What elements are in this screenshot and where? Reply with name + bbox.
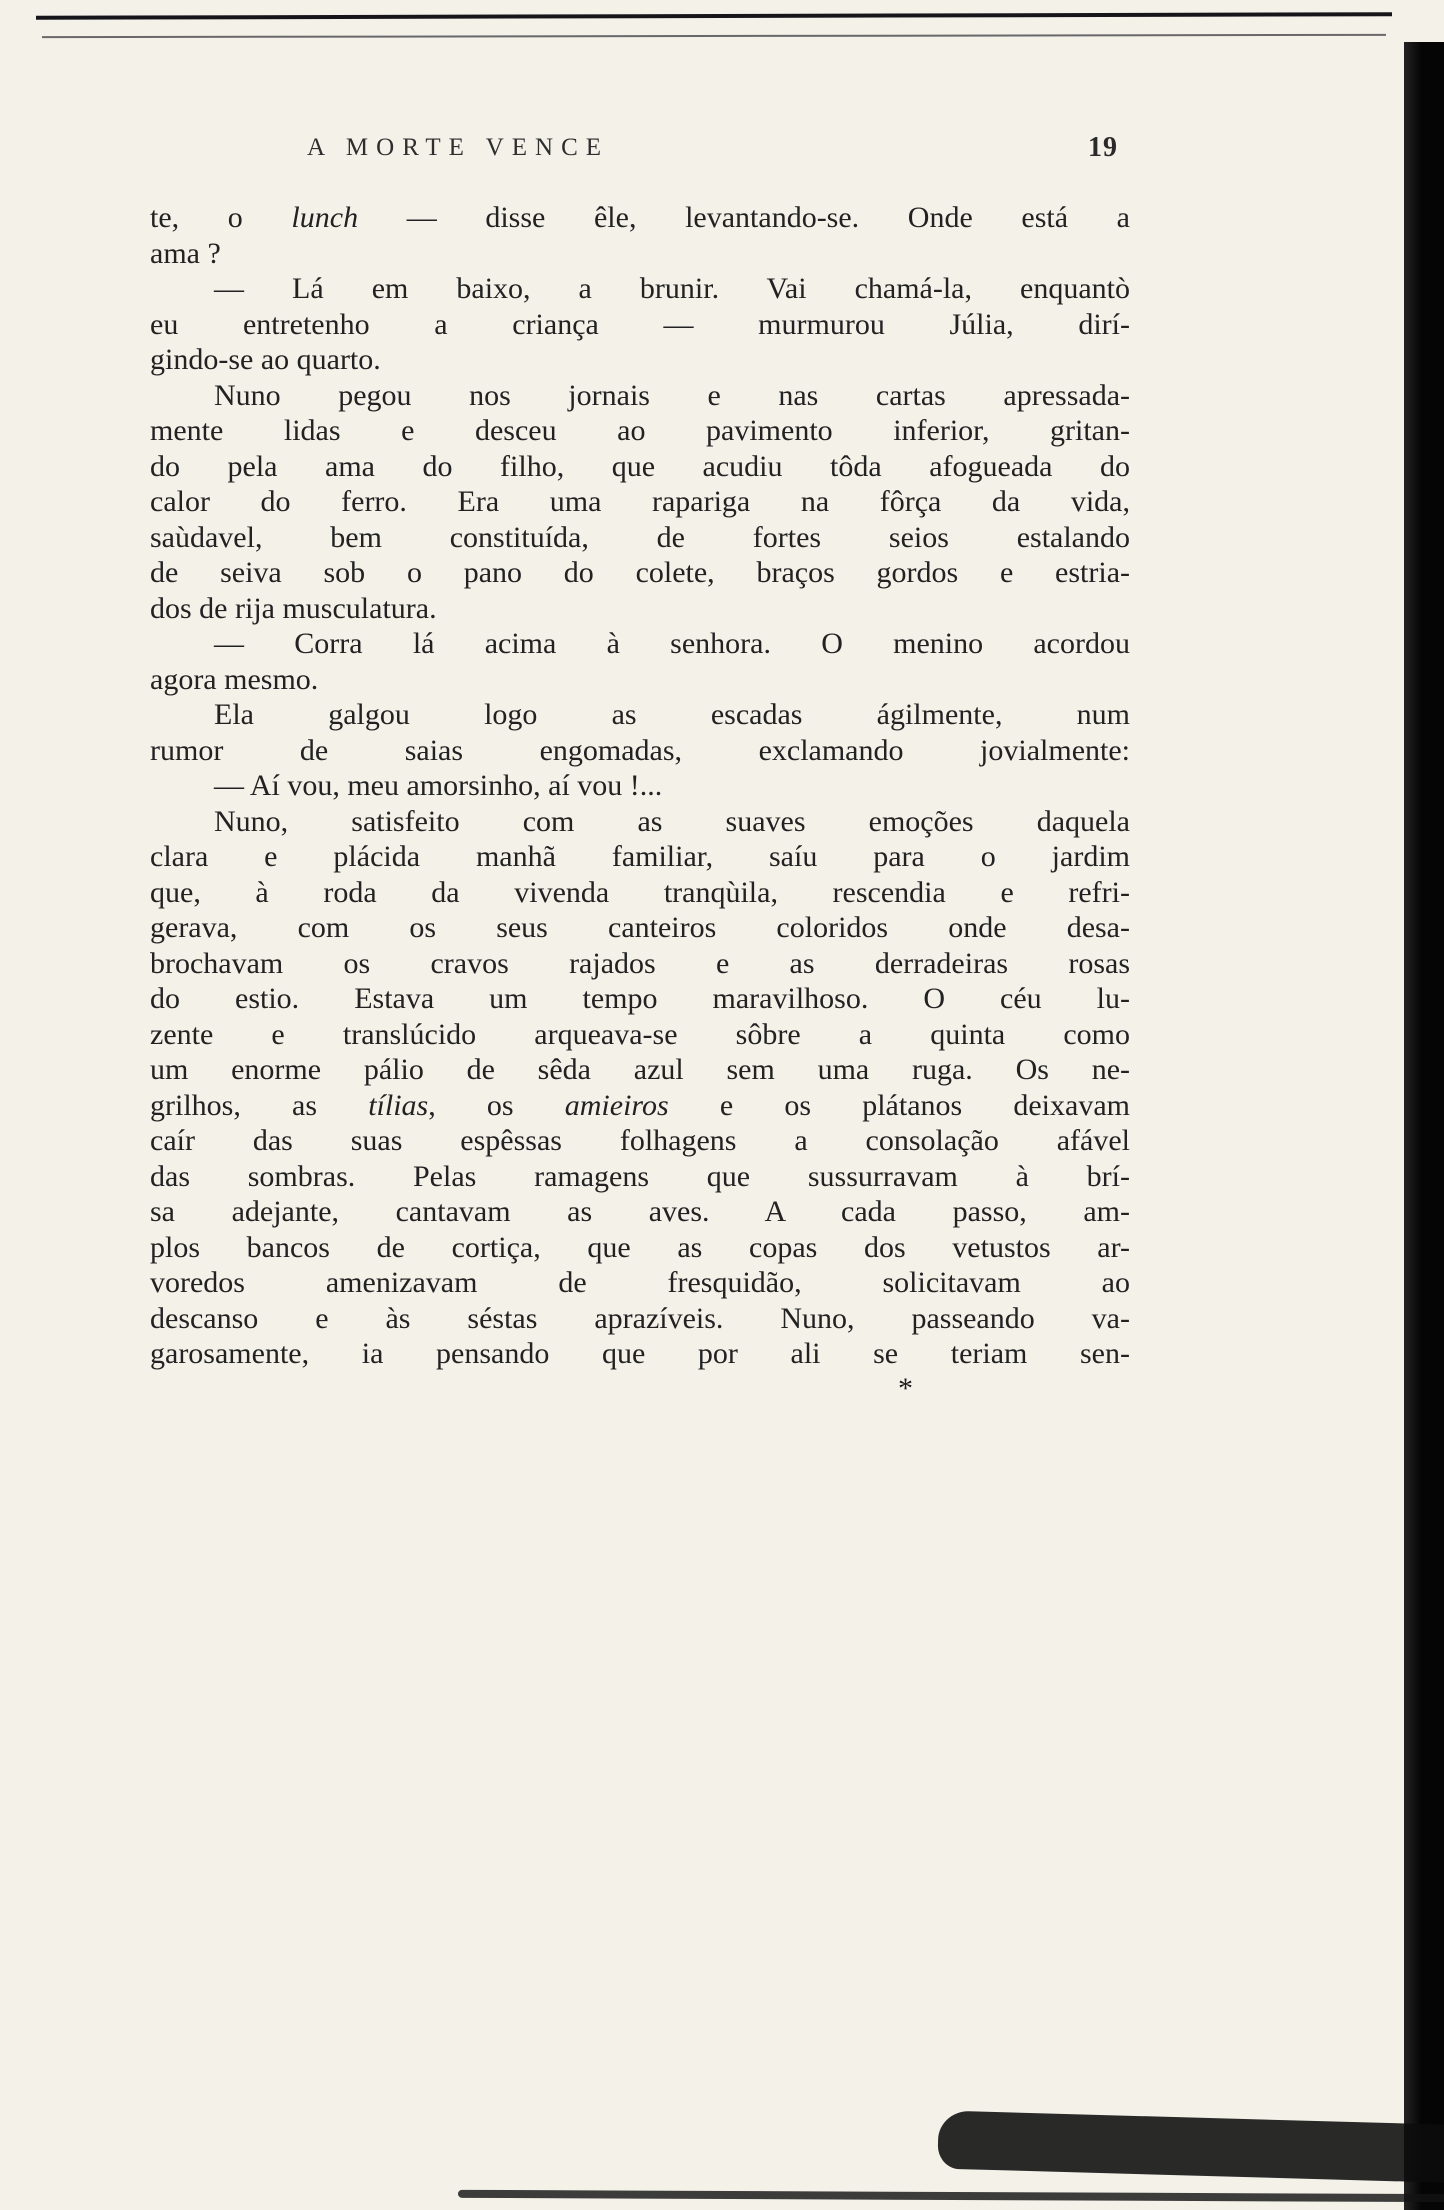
text-segment: clara e plácida manhã familiar, saíu para o jardim (150, 840, 1130, 873)
page-number: 19 (1088, 132, 1118, 163)
text-segment: — Aí vou, meu amorsinho, aí vou !... (214, 769, 663, 802)
text-segment: mente lidas e desceu ao pavimento inferior, gritan- (150, 414, 1130, 447)
text-line (150, 626, 1130, 662)
text-segment: gerava, com os seus canteiros coloridos onde desa- (150, 911, 1130, 944)
text-segment: sa adejante, cantavam as aves. A cada passo, am- (150, 1195, 1130, 1228)
text-segment: agora mesmo. (150, 662, 319, 696)
text-line (150, 236, 1130, 272)
text-line (150, 1265, 1130, 1301)
text-line (150, 200, 1130, 236)
text-segment: Nuno pegou nos jornais e nas cartas apressada- (214, 378, 1130, 412)
text-segment: — Lá em baixo, a brunir. Vai chamá-la, enquantò (214, 272, 1130, 305)
text-segment: — Corra lá acima à senhora. O menino acordou (214, 627, 1130, 660)
text-segment: garosamente, ia pensando que por ali se teriam sen- (150, 1337, 1130, 1370)
running-title: A MORTE VENCE (307, 134, 610, 161)
text-segment: rumor de saias engomadas, exclamando jovialmente: (150, 733, 1130, 767)
text-line (150, 662, 1130, 698)
text-line (150, 804, 1130, 840)
text-segment: saùdavel, bem constituída, de fortes seios estalando (150, 520, 1130, 554)
text-segment: , os (428, 1088, 565, 1122)
text-segment: grilhos, as (150, 1088, 369, 1122)
text-segment: Ela galgou logo as escadas ágilmente, num (214, 698, 1130, 731)
text-line (150, 946, 1130, 982)
text-line (150, 484, 1130, 520)
text-line (150, 1194, 1130, 1230)
text-line (150, 1123, 1130, 1159)
text-segment: brochavam os cravos rajados e as derradeiras rosas (150, 946, 1130, 980)
text-line (150, 768, 1130, 804)
footnote-asterisk: * (898, 1372, 913, 1405)
text-segment: do estio. Estava um tempo maravilhoso. O céu lu- (150, 982, 1130, 1015)
top-rule-thick (36, 12, 1392, 20)
text-segment: um enorme pálio de sêda azul sem uma ruga. Os ne- (150, 1053, 1130, 1086)
text-line (150, 1336, 1130, 1372)
scan-artifact-bottom-line (458, 2190, 1444, 2202)
top-rule-thin (42, 34, 1386, 38)
text-line (150, 1159, 1130, 1195)
text-segment: ama ? (150, 236, 221, 270)
scan-artifact-right-edge-bar (1404, 42, 1444, 2210)
text-segment: dos de rija musculatura. (150, 591, 437, 625)
text-line (150, 697, 1130, 733)
text-line (150, 733, 1130, 769)
text-segment: das sombras. Pelas ramagens que sussurravam à brí- (150, 1159, 1130, 1193)
text-line (150, 910, 1130, 946)
body-text (150, 200, 1130, 1372)
text-segment: que, à roda da vivenda tranqùila, rescendia e refri- (150, 875, 1130, 909)
text-line (150, 1301, 1130, 1337)
text-line (150, 555, 1130, 591)
text-line (150, 378, 1130, 414)
text-line (150, 307, 1130, 343)
text-segment: Nuno, satisfeito com as suaves emoções daquela (214, 804, 1130, 838)
text-segment: calor do ferro. Era uma rapariga na fôrça da vida, (150, 485, 1130, 518)
running-header (0, 134, 1444, 170)
text-segment: voredos amenizavam de fresquidão, solicitavam ao (150, 1266, 1130, 1299)
text-segment: — disse êle, levantando-se. Onde está a (358, 201, 1131, 234)
text-segment: zente e translúcido arqueava-se sôbre a quinta como (150, 1017, 1130, 1051)
text-line (150, 981, 1130, 1017)
text-line (150, 839, 1130, 875)
text-line (150, 1052, 1130, 1088)
text-segment: e os plátanos deixavam (668, 1088, 1130, 1122)
text-line (150, 1017, 1130, 1053)
italic-text: tílias (368, 1088, 429, 1122)
text-line (150, 591, 1130, 627)
text-line (150, 342, 1130, 378)
text-segment: te, o (150, 201, 292, 234)
italic-text: lunch (291, 201, 359, 234)
text-segment: do pela ama do filho, que acudiu tôda afogueada do (150, 449, 1130, 483)
text-line (150, 449, 1130, 485)
text-line (150, 1230, 1130, 1266)
scan-artifact-bottom-smudge (937, 2110, 1444, 2183)
text-line (150, 271, 1130, 307)
text-line (150, 1088, 1130, 1124)
italic-text: amieiros (564, 1088, 669, 1122)
text-line (150, 413, 1130, 449)
text-segment: descanso e às séstas aprazíveis. Nuno, passeando va- (150, 1301, 1130, 1335)
text-segment: caír das suas espêssas folhagens a consolação afável (150, 1124, 1130, 1157)
text-segment: eu entretenho a criança — murmurou Júlia, dirí- (150, 307, 1130, 341)
text-segment: plos bancos de cortiça, que as copas dos vetustos ar- (150, 1230, 1130, 1264)
text-line (150, 520, 1130, 556)
text-segment: gindo-se ao quarto. (150, 343, 381, 376)
text-line (150, 875, 1130, 911)
text-segment: de seiva sob o pano do colete, braços gordos e estria- (150, 556, 1130, 589)
